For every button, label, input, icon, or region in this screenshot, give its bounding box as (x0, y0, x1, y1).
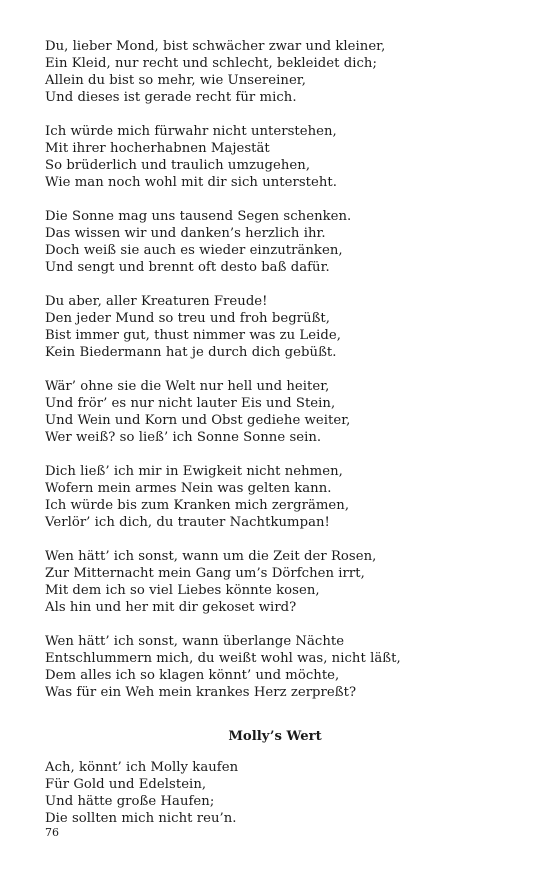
verse-line: Als hin und her mit dir gekoset wird? (45, 600, 297, 615)
verse-line: Kein Biedermann hat je durch dich gebüßt. (45, 345, 337, 360)
verse-line: Das wissen wir und danken’s herzlich ihr. (45, 226, 326, 241)
stanza (45, 38, 505, 106)
page-content (45, 38, 505, 827)
stanza (45, 759, 505, 827)
verse-line: Und Wein und Korn und Obst gediehe weiter, (45, 413, 351, 428)
stanza (45, 123, 505, 191)
stanza (45, 548, 505, 616)
verse-line: Und sengt und brennt oft desto baß dafür. (45, 260, 330, 275)
verse-line: Die sollten mich nicht reu’n. (45, 811, 237, 826)
verse-line: Ich würde bis zum Kranken mich zergrämen, (45, 498, 350, 513)
stanza (45, 293, 505, 361)
verse-line: Dem alles ich so klagen könnt’ und möchte, (45, 668, 340, 683)
verse-line: Du, lieber Mond, bist schwächer zwar und kleiner, (45, 39, 386, 54)
verse-line: So brüderlich und traulich umzugehen, (45, 158, 311, 173)
verse-line: Wie man noch wohl mit dir sich untersteht. (45, 175, 337, 190)
verse-line: Du aber, aller Kreaturen Freude! (45, 294, 268, 309)
verse-line: Wofern mein armes Nein was gelten kann. (45, 481, 332, 496)
verse-line: Verlör’ ich dich, du trauter Nachtkumpan! (45, 515, 330, 530)
verse-line: Ich würde mich fürwahr nicht unterstehen, (45, 124, 337, 139)
stanza (45, 463, 505, 531)
verse-line: Wer weiß? so ließ’ ich Sonne Sonne sein. (45, 430, 322, 445)
verse-line: Entschlummern mich, du weißt wohl was, nicht läßt, (45, 651, 401, 666)
verse-line: Zur Mitternacht mein Gang um’s Dörfchen irrt, (45, 566, 365, 581)
verse-line: Was für ein Weh mein krankes Herz zerpreßt? (45, 685, 357, 700)
verse-line: Wär’ ohne sie die Welt nur hell und heiter, (45, 379, 330, 394)
verse-line: Ach, könnt’ ich Molly kaufen (45, 760, 239, 775)
verse-line: Mit dem ich so viel Liebes könnte kosen, (45, 583, 320, 598)
poem-mollys-wert (45, 728, 505, 827)
verse-line: Mit ihrer hocherhabnen Majestät (45, 141, 270, 156)
poem-title: Molly’s Wert (228, 729, 322, 744)
verse-line: Und frör’ es nur nicht lauter Eis und Stein, (45, 396, 336, 411)
verse-line: Den jeder Mund so treu und froh begrüßt, (45, 311, 331, 326)
verse-line: Die Sonne mag uns tausend Segen schenken. (45, 209, 352, 224)
verse-line: Wen hätt’ ich sonst, wann überlange Nächte (45, 634, 345, 649)
verse-line: Und dieses ist gerade recht für mich. (45, 90, 297, 105)
verse-line: Doch weiß sie auch es wieder einzutränken, (45, 243, 343, 258)
verse-line: Allein du bist so mehr, wie Unsereiner, (45, 73, 306, 88)
verse-line: Und hätte große Haufen; (45, 794, 215, 809)
stanza (45, 633, 505, 701)
verse-line: Bist immer gut, thust nimmer was zu Leide, (45, 328, 341, 343)
verse-line: Ein Kleid, nur recht und schlecht, bekleidet dich; (45, 56, 377, 71)
verse-line: Wen hätt’ ich sonst, wann um die Zeit der Rosen, (45, 549, 377, 564)
stanza (45, 378, 505, 446)
page-number: 76 (45, 826, 59, 839)
stanza (45, 208, 505, 276)
verse-line: Für Gold und Edelstein, (45, 777, 207, 792)
verse-line: Dich ließ’ ich mir in Ewigkeit nicht nehmen, (45, 464, 343, 479)
poem-moon (45, 38, 505, 701)
